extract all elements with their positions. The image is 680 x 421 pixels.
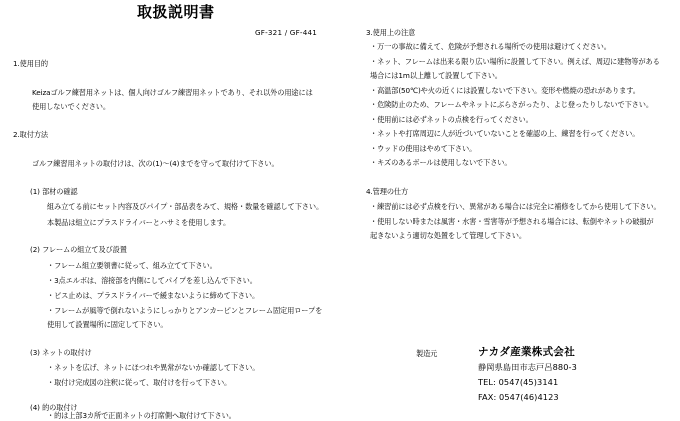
- section-3-heading: 3.使用上の注意: [366, 28, 416, 37]
- subsection-2-line: ・ビス止めは、プラスドライバーで緩まないように締めて下さい。: [47, 291, 260, 300]
- section-1-line: 使用しないでください。: [32, 102, 110, 111]
- section-3-line: ・ウッドの使用はやめて下さい。: [370, 144, 477, 153]
- section-4-line: ・使用しない時または風害・水害・雪害等が予想される場合には、転倒やネットの破損が: [370, 217, 654, 226]
- subsection-2-heading: (2) フレームの組立て及び設置: [30, 245, 127, 254]
- section-3-line: ・ネット、フレームは出来る限り広い場所に設置して下さい。例えば、周辺に建物等がある: [370, 57, 660, 66]
- company-address: 静岡県島田市志戸呂880-3: [478, 362, 577, 372]
- company-tel: TEL: 0547(45)3141: [478, 377, 559, 387]
- section-2-intro: ゴルフ練習用ネットの取付けは、次の(1)～(4)までを守って取付けて下さい。: [32, 159, 279, 168]
- section-1-heading: 1.使用目的: [13, 59, 49, 68]
- model-numbers: GF-321 / GF-441: [255, 28, 318, 37]
- subsection-4-heading: (4) 的の取付け: [30, 403, 78, 412]
- section-4-line: 起きないよう適切な処置をして管理して下さい。: [370, 231, 526, 240]
- subsection-2-line: 使用して設置場所に固定して下さい。: [47, 320, 168, 329]
- subsection-3-line: ・ネットを広げ、ネットにほつれや異常がないか確認して下さい。: [47, 363, 260, 372]
- section-3-line: 場合には1m以上離して設置して下さい。: [370, 71, 502, 80]
- maker-label: 製造元: [416, 349, 438, 358]
- section-3-line: ・ネットや打席周辺に人が近づいていないことを確認の上、練習を行ってください。: [370, 129, 640, 138]
- subsection-4-line: ・的は上部3カ所で正面ネットの打席側へ取付けて下さい。: [47, 411, 236, 420]
- subsection-2-line: ・フレームが風等で倒れないようにしっかりとアンカーピンとフレーム固定用ロープを: [47, 306, 323, 315]
- section-3-line: ・高温部(50℃)や火の近くには設置しないで下さい。変形や燃焼の恐れがあります。: [370, 86, 640, 95]
- subsection-2-line: ・フレーム組立要領書に従って、組み立てて下さい。: [47, 261, 217, 270]
- section-3-line: ・使用前には必ずネットの点検を行ってください。: [370, 115, 533, 124]
- subsection-1-heading: (1) 部材の確認: [30, 187, 78, 196]
- subsection-1-line: 組み立てる前にセット内容及びパイプ・部品表をみて、規格・数量を確認して下さい。: [47, 202, 324, 211]
- section-4-line: ・練習前には必ず点検を行い、異常がある場合には完全に補修をしてから使用して下さい。: [370, 202, 661, 211]
- subsection-3-heading: (3) ネットの取付け: [30, 348, 92, 357]
- section-3-line: ・危険防止のため、フレームやネットにぶらさがったり、よじ登ったりしないで下さい。: [370, 100, 653, 109]
- section-1-line: Keizaゴルフ練習用ネットは、個人向けゴルフ練習用ネットであり、それ以外の用途には: [32, 88, 313, 97]
- subsection-1-line: 本製品は組立にプラスドライバーとハサミを使用します。: [47, 218, 231, 227]
- subsection-2-line: ・3点エルボは、溶接部を内側にしてパイプを差し込んで下さい。: [47, 276, 257, 285]
- section-4-heading: 4.管理の仕方: [366, 187, 409, 196]
- company-fax: FAX: 0547(46)4123: [478, 392, 559, 402]
- section-2-heading: 2.取付方法: [13, 130, 49, 139]
- company-name: ナカダ産業株式会社: [478, 346, 575, 358]
- document-title: 取扱説明書: [137, 3, 215, 21]
- section-3-line: ・万一の事故に備えて、危険が予想される場所での使用は避けてください。: [370, 42, 611, 51]
- section-3-line: ・キズのあるボールは使用しないで下さい。: [370, 158, 512, 167]
- subsection-3-line: ・取付け完成図の注釈に従って、取付けを行って下さい。: [47, 378, 232, 387]
